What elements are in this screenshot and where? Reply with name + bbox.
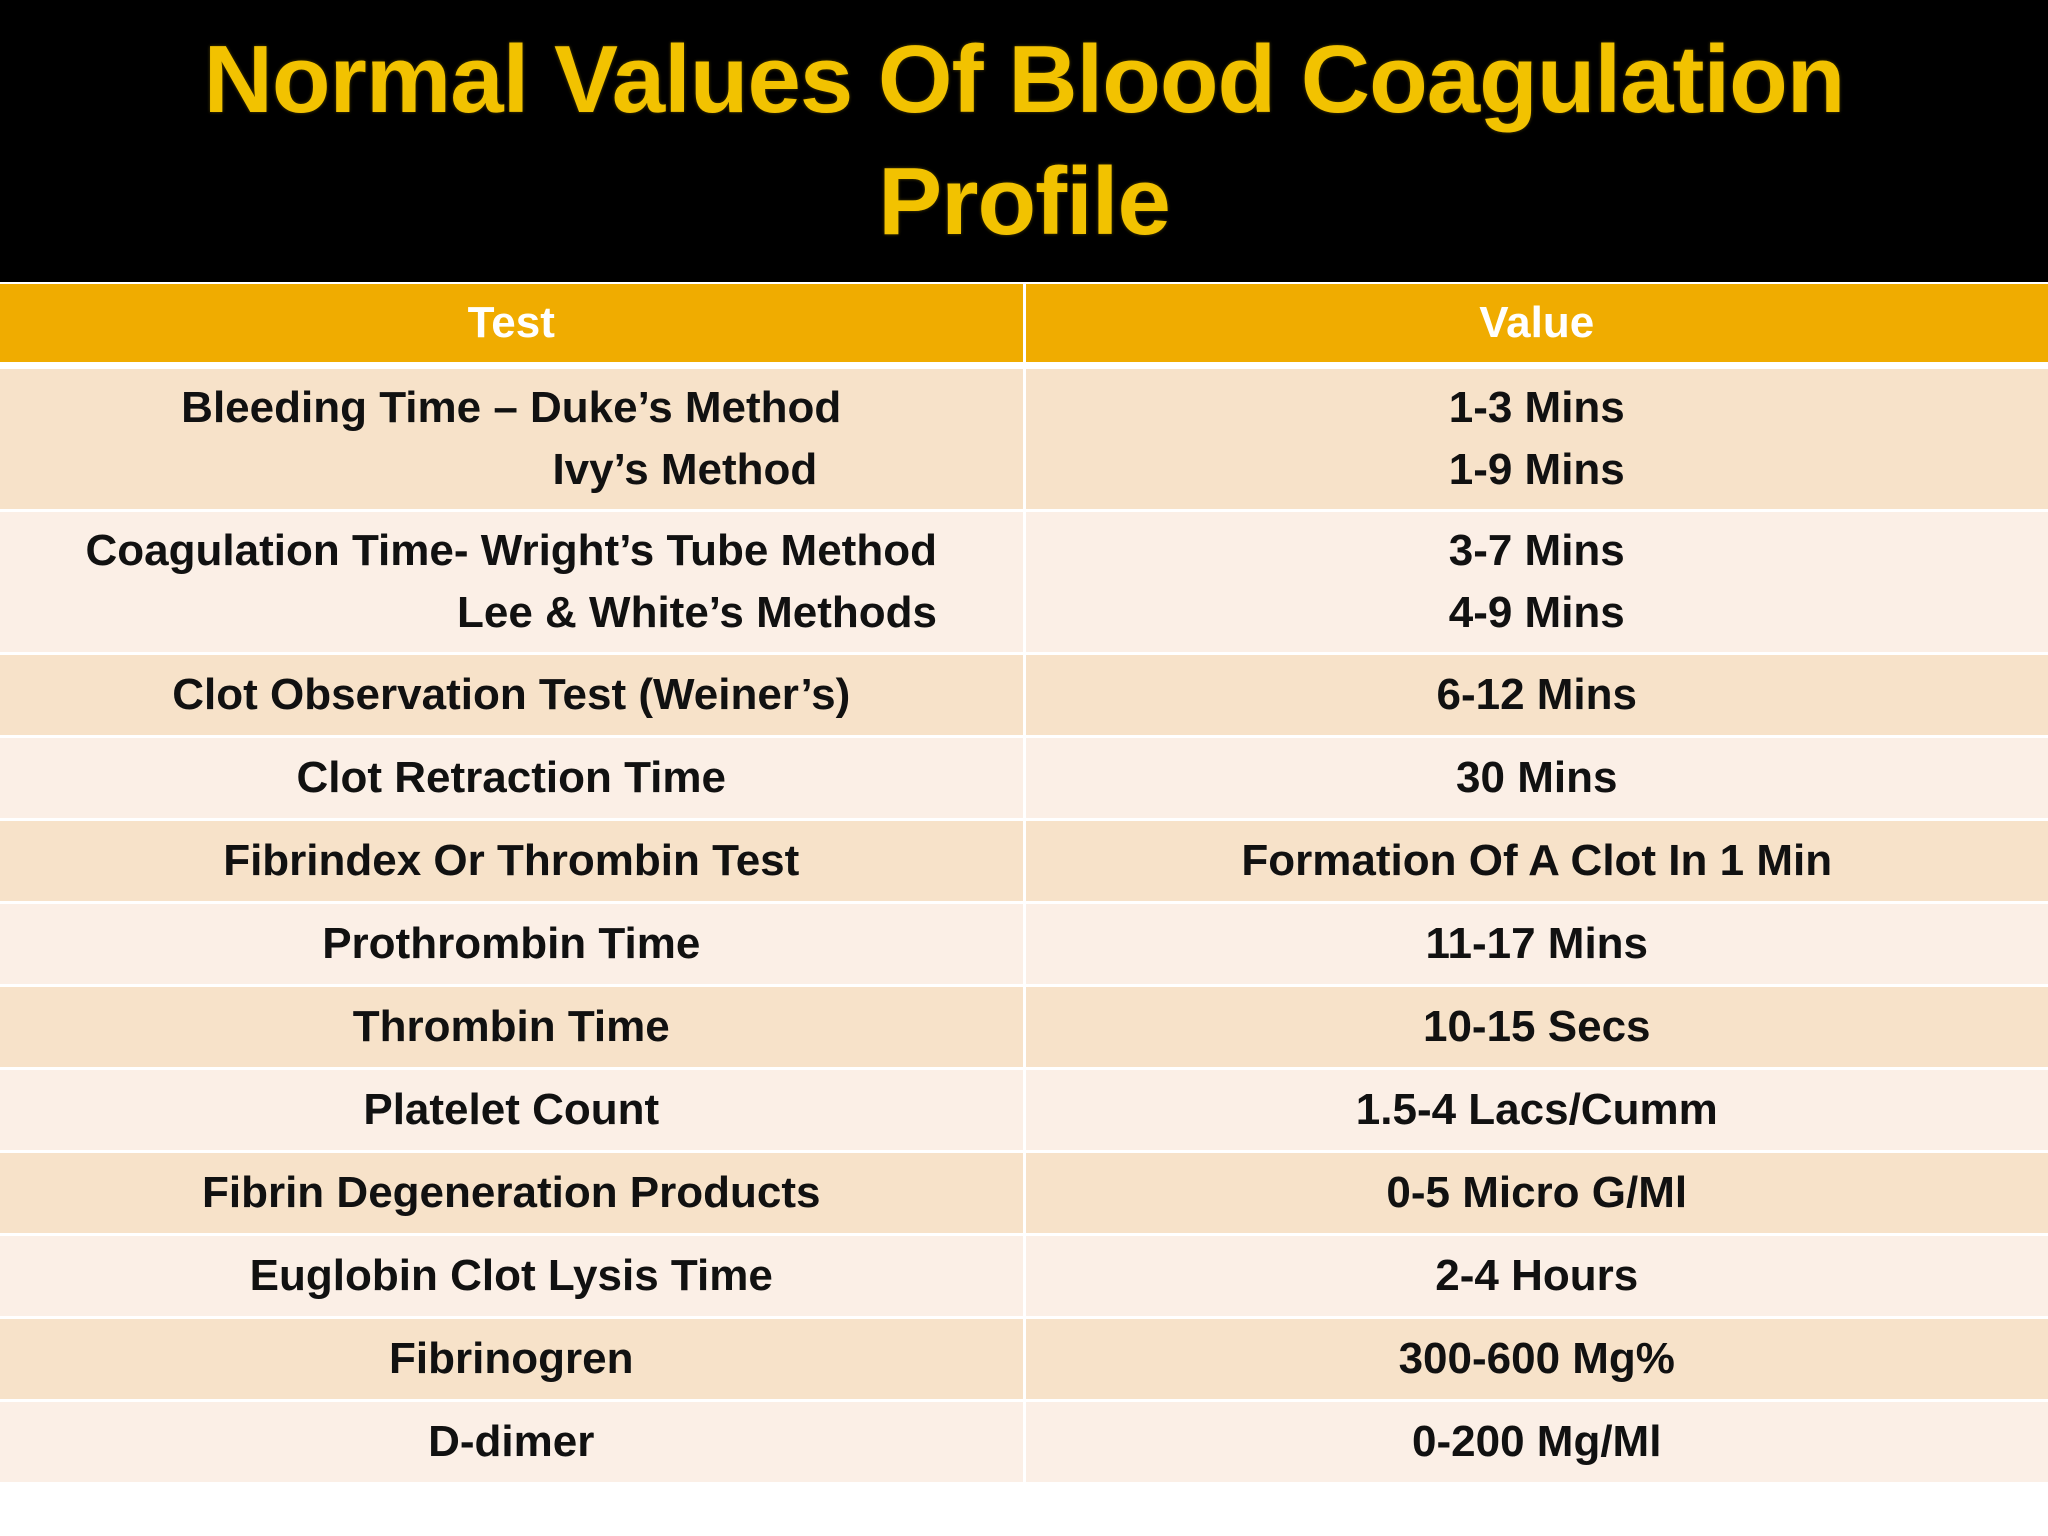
value-cell: 10-15 Secs [1024, 986, 2048, 1069]
table-row [0, 820, 2048, 903]
column-header-test: Test [0, 284, 1024, 366]
value-cell: 11-17 Mins [1024, 903, 2048, 986]
value-cell [1024, 511, 2048, 654]
test-subname: Lee & White’s Methods [457, 588, 937, 637]
test-value: 1-3 Mins [1448, 383, 1625, 432]
table-row [0, 1401, 2048, 1484]
column-header-value: Value [1024, 284, 2048, 366]
test-cell [0, 366, 1024, 511]
table-row [0, 1235, 2048, 1318]
test-cell: Clot Retraction Time [0, 737, 1024, 820]
test-name: Bleeding Time – Duke’s Method [181, 383, 842, 432]
test-cell: Fibrinogren [0, 1318, 1024, 1401]
value-cell: Formation Of A Clot In 1 Min [1024, 820, 2048, 903]
test-cell: Fibrindex Or Thrombin Test [0, 820, 1024, 903]
value-cell: 30 Mins [1024, 737, 2048, 820]
table-row [0, 366, 2048, 511]
table-row [0, 654, 2048, 737]
test-name: Coagulation Time- Wright’s Tube Method [85, 526, 937, 575]
slide-title-line-1: Normal Values Of Blood Coagulation [203, 26, 1845, 133]
table-row [0, 986, 2048, 1069]
test-cell [0, 511, 1024, 654]
value-cell: 0-200 Mg/Ml [1024, 1401, 2048, 1484]
test-cell: Platelet Count [0, 1069, 1024, 1152]
coagulation-table [0, 284, 2048, 1485]
test-cell: Clot Observation Test (Weiner’s) [0, 654, 1024, 737]
test-cell: Euglobin Clot Lysis Time [0, 1235, 1024, 1318]
value-cell: 2-4 Hours [1024, 1235, 2048, 1318]
slide-title-line-2: Profile [878, 148, 1170, 255]
table-row [0, 511, 2048, 654]
test-value: 3-7 Mins [1448, 526, 1625, 575]
value-cell: 6-12 Mins [1024, 654, 2048, 737]
table-header-row [0, 284, 2048, 366]
table-row [0, 1318, 2048, 1401]
value-cell: 0-5 Micro G/Ml [1024, 1152, 2048, 1235]
test-value: 1-9 Mins [1448, 445, 1625, 494]
test-cell: Thrombin Time [0, 986, 1024, 1069]
test-subname: Ivy’s Method [552, 445, 818, 494]
test-cell: Fibrin Degeneration Products [0, 1152, 1024, 1235]
table-row [0, 1069, 2048, 1152]
table-row [0, 1152, 2048, 1235]
value-cell [1024, 366, 2048, 511]
value-cell: 300-600 Mg% [1024, 1318, 2048, 1401]
value-cell: 1.5-4 Lacs/Cumm [1024, 1069, 2048, 1152]
table-row [0, 737, 2048, 820]
test-value: 4-9 Mins [1448, 588, 1625, 637]
test-cell: D-dimer [0, 1401, 1024, 1484]
test-cell: Prothrombin Time [0, 903, 1024, 986]
title-bar [0, 0, 2048, 282]
table-row [0, 903, 2048, 986]
